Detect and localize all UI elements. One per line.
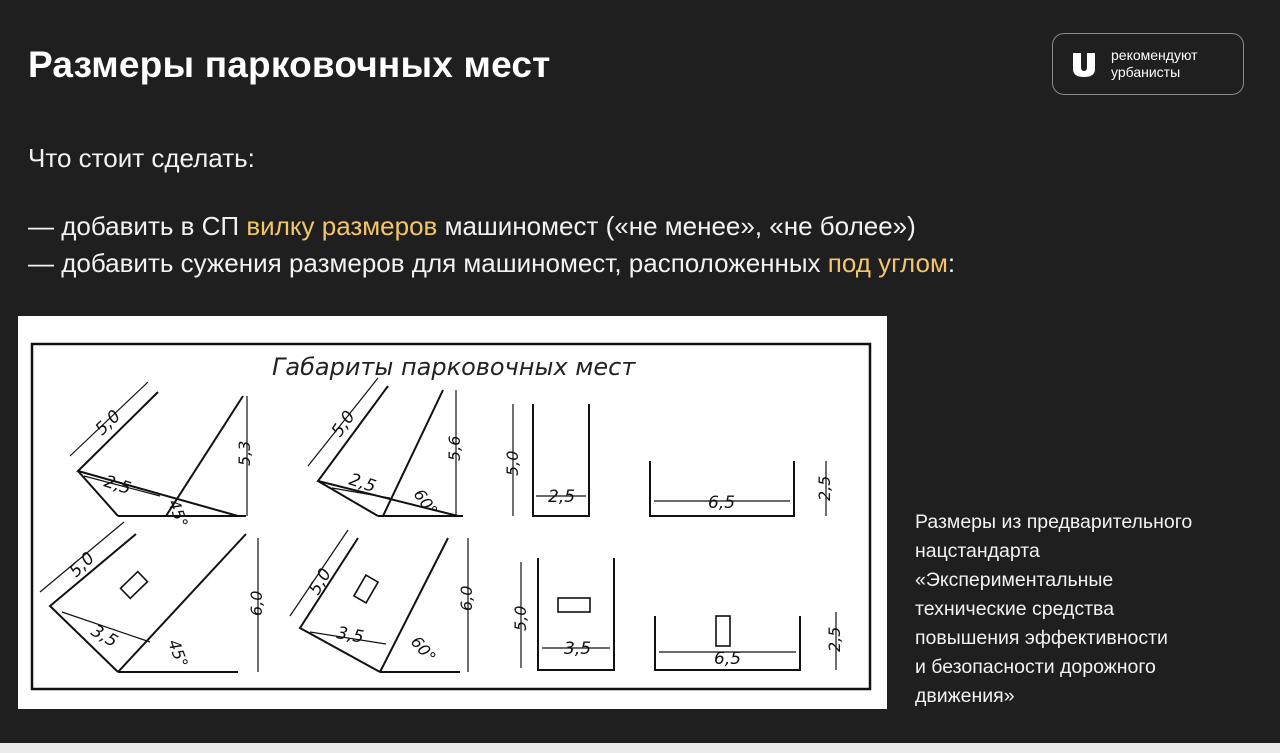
bullet-text: — добавить в СП bbox=[28, 211, 247, 241]
dimension-label: 3,5 bbox=[87, 621, 121, 652]
dimension-label: 6,0 bbox=[457, 585, 476, 611]
section-subtitle: Что стоит сделать: bbox=[28, 143, 255, 173]
dimension-label: 2,5 bbox=[101, 471, 134, 500]
bullet-item bbox=[28, 211, 916, 242]
technical-drawing bbox=[18, 316, 887, 709]
dimension-label: 5,0 bbox=[511, 605, 530, 631]
bullet-highlight: под углом bbox=[827, 248, 948, 278]
dimension-label: 6,0 bbox=[247, 590, 266, 616]
dimension-label: 2,5 bbox=[815, 475, 834, 501]
dimension-label: 2,5 bbox=[825, 626, 844, 652]
car-icon bbox=[716, 616, 730, 646]
caption-line: и безопасности дорожного bbox=[915, 656, 1156, 678]
dimension-label: 6,5 bbox=[714, 649, 742, 669]
stall-wide-row2 bbox=[655, 612, 844, 670]
logo-line-2: урбанисты bbox=[1111, 64, 1181, 80]
source-caption bbox=[915, 508, 1270, 711]
caption-line: технические средства bbox=[915, 598, 1115, 620]
stall-u-row1 bbox=[503, 404, 589, 516]
dimension-label: 2,5 bbox=[548, 487, 576, 507]
dimension-label: 5,6 bbox=[445, 435, 464, 461]
dimension-label: 5,0 bbox=[91, 406, 125, 440]
dimension-label: 3,5 bbox=[335, 623, 366, 648]
caption-line: повышения эффективности bbox=[915, 627, 1168, 649]
brand-logo bbox=[1052, 33, 1244, 95]
page-title: Размеры парковочных мест bbox=[28, 44, 551, 85]
stall-u-row2 bbox=[511, 558, 614, 670]
caption-line: нацстандарта bbox=[915, 540, 1040, 562]
angle-label: 45° bbox=[164, 496, 192, 531]
logo-mark-icon bbox=[1071, 49, 1097, 79]
caption-line: Размеры из предварительного bbox=[915, 511, 1193, 533]
logo-line-1: рекомендуют bbox=[1111, 47, 1198, 63]
car-icon bbox=[558, 598, 590, 612]
parking-dimensions-drawing bbox=[18, 316, 887, 709]
dimension-label: 3,5 bbox=[564, 639, 592, 659]
bullet-highlight: вилку размеров bbox=[246, 211, 438, 241]
dimension-label: 5,0 bbox=[65, 548, 99, 582]
bullet-text: машиномест («не менее», «не более») bbox=[437, 211, 916, 241]
drawing-title: Габариты парковочных мест bbox=[272, 353, 636, 381]
stall-60-row1 bbox=[308, 378, 464, 520]
stall-60-row2 bbox=[290, 530, 476, 672]
caption-line: движения» bbox=[915, 685, 1015, 707]
angle-label: 45° bbox=[164, 636, 192, 671]
caption-line: «Экспериментальные bbox=[915, 569, 1114, 591]
stall-45-row1 bbox=[70, 382, 254, 530]
dimension-label: 5,0 bbox=[305, 565, 336, 599]
dimension-label: 5,0 bbox=[327, 407, 360, 441]
car-icon bbox=[121, 572, 148, 599]
bullet-text: — добавить сужения размеров для машиномест, расположенных bbox=[28, 248, 828, 278]
stall-wide-row1 bbox=[650, 461, 834, 516]
stall-45-row2 bbox=[40, 522, 266, 672]
angle-label: 60° bbox=[409, 485, 442, 520]
car-icon bbox=[354, 575, 378, 603]
dimension-label: 5,0 bbox=[503, 450, 522, 476]
dimension-label: 6,5 bbox=[708, 493, 736, 513]
dimension-label: 5,3 bbox=[235, 440, 254, 466]
bullet-text: : bbox=[947, 248, 956, 278]
bottom-strip bbox=[0, 743, 1280, 753]
dimension-label: 2,5 bbox=[346, 469, 379, 498]
bullet-item bbox=[28, 248, 955, 279]
angle-label: 60° bbox=[406, 632, 440, 667]
